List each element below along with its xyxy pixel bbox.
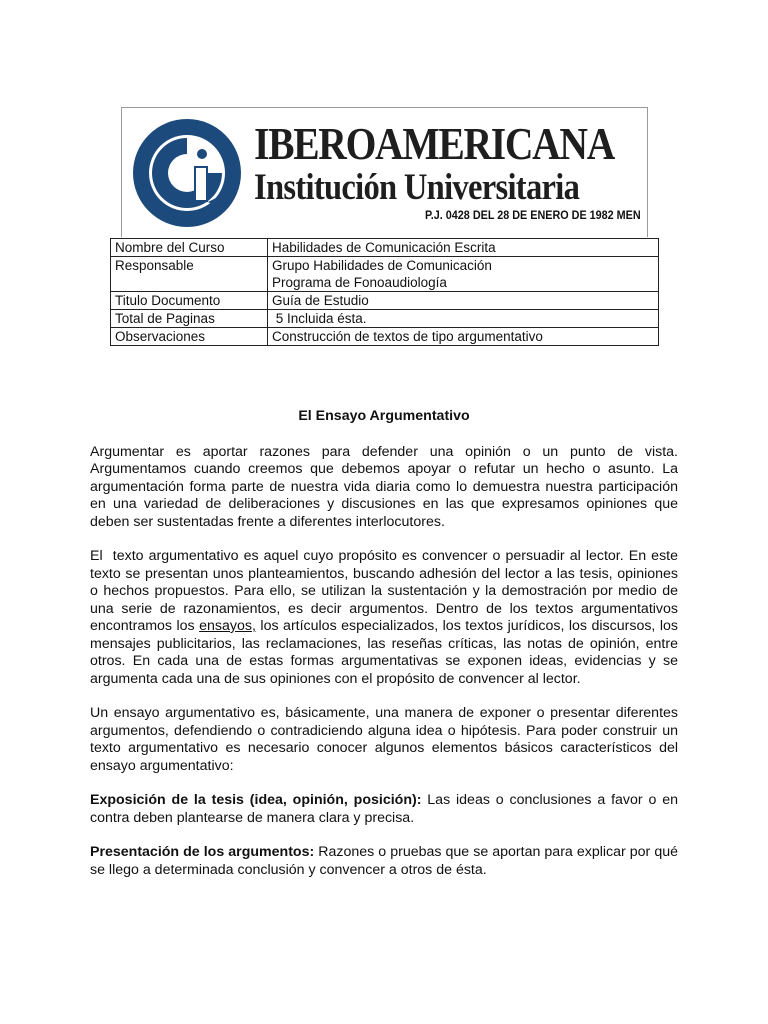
table-value: Habilidades de Comunicación Escrita	[268, 239, 659, 257]
table-value: Construcción de textos de tipo argumentativo	[268, 328, 659, 346]
institution-wordmark	[254, 120, 644, 208]
institution-subtitle: Institución Universitaria	[254, 167, 580, 208]
table-row	[111, 239, 659, 257]
institution-name: IBEROAMERICANA	[254, 118, 614, 169]
table-value-line: Programa de Fonoaudiología	[272, 275, 447, 290]
course-info-table	[110, 238, 659, 346]
paragraph-text: los artículos especializados, los textos jurídicos, los discursos, los mensajes publicitarios, las reclamaciones, las reseñas críticas, las notas de opinión, entre otros. En cada una de estas formas argumentativas se exponen ideas, evidencias y se argumenta cada una de sus opiniones con el propósito de convencer al lector.	[90, 618, 686, 687]
table-row	[111, 328, 659, 346]
paragraph	[90, 548, 686, 688]
table-key: Responsable	[111, 257, 268, 292]
paragraph-text: Razones o pruebas que se aportan para explicar por qué se llego a determinada conclusión y convencer a otros de ésta.	[90, 844, 678, 878]
table-key: Observaciones	[111, 328, 268, 346]
table-row	[111, 257, 659, 292]
paragraph-text: Las ideas o conclusiones a favor o en contra deben plantearse de manera clara y precisa.	[90, 792, 678, 826]
institution-emblem-icon	[132, 118, 242, 228]
table-key: Titulo Documento	[111, 292, 268, 310]
paragraph: Argumentar es aportar razones para defender una opinión o un punto de vista. Argumentamos cuando creemos que debemos apoyar o refutar un hecho o asunto. La argumentación forma parte de nuestra vida diaria como lo demuestra nuestra participación en una variedad de deliberaciones y discusiones en las que expresamos opiniones que deben ser sustentadas frente a diferentes interlocutores.	[90, 443, 678, 530]
institution-registration: P.J. 0428 DEL 28 DE ENERO DE 1982 MEN	[425, 208, 641, 222]
table-value: 5 Incluida ésta.	[268, 310, 659, 328]
document-body	[90, 408, 686, 896]
table-value: Guía de Estudio	[268, 292, 659, 310]
institution-logo-header	[121, 107, 648, 237]
ensayos-link[interactable]: ensayos,	[199, 618, 256, 634]
document-title: El Ensayo Argumentativo	[298, 408, 470, 424]
term-heading: Presentación de los argumentos:	[90, 844, 315, 860]
term-heading: Exposición de la tesis (idea, opinión, posición):	[90, 792, 422, 808]
paragraph	[90, 792, 678, 827]
table-row	[111, 292, 659, 310]
paragraph-text: El texto argumentativo es aquel cuyo propósito es convencer o persuadir al lector. En este texto se presentan unos planteamientos, buscando adhesión del lector a las tesis, opiniones o hechos propuestos. Para ello, se utilizan la sustentación y la demostración por medio de una serie de razonamientos, es decir argumentos. Dentro de los textos argumentativos encontramos los	[90, 548, 682, 634]
table-row	[111, 310, 659, 328]
table-value	[268, 257, 659, 292]
table-value-line: Grupo Habilidades de Comunicación	[272, 258, 492, 273]
table-key: Nombre del Curso	[111, 239, 268, 257]
table-key: Total de Paginas	[111, 310, 268, 328]
paragraph	[90, 844, 678, 879]
paragraph: Un ensayo argumentativo es, básicamente, una manera de exponer o presentar diferentes argumentos, defendiendo o contradiciendo alguna idea o hipótesis. Para poder construir un texto argumentativo es necesario conocer algunos elementos básicos característicos del ensayo argumentativo:	[90, 705, 678, 774]
